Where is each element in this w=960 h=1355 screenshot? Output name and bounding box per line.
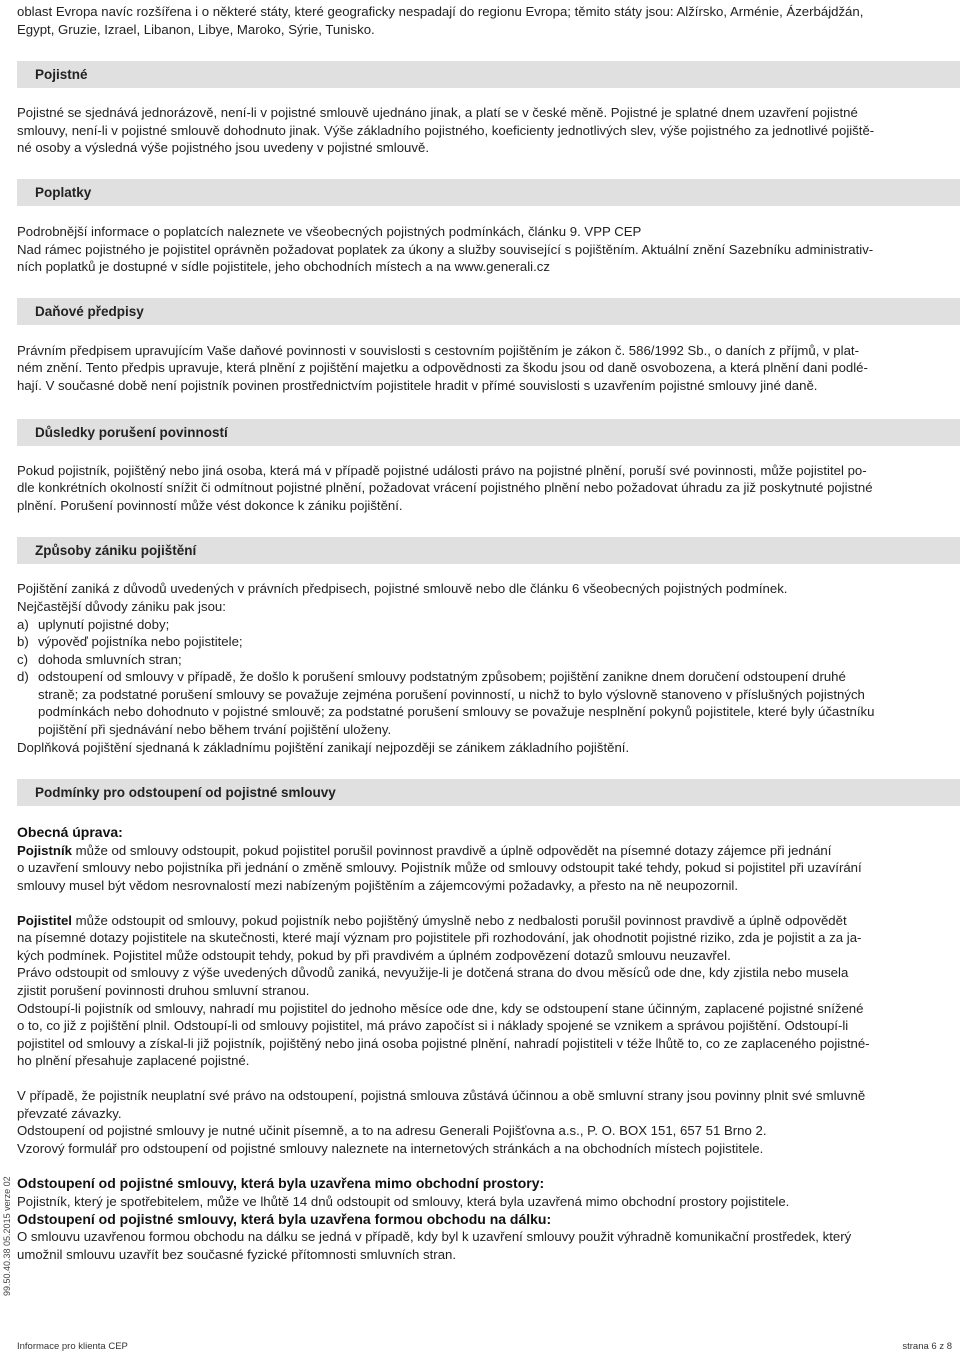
list-item-text: uplynutí pojistné doby; (38, 616, 170, 632)
section-header-poplatky: Poplatky (17, 179, 960, 206)
poplatky-text: Podrobnější informace o poplatcích naleznete ve všeobecných pojistných podmínkách, článku 9. VPP CEP Nad rámec pojistného je pojistitel oprávněn požadovat poplatek za úkony a služby související s pojištěním. Aktuální znění Sazebníku administrativ- ních poplatků je dostupné v sídle pojistitele, jeho obchodních místech a na www.generali.cz (17, 223, 874, 275)
zanik-intro: Pojištění zaniká z důvodů uvedených v právních předpisech, pojistné smlouvě nebo dle článku 6 všeobecných pojistných podmínek. Nejčastější důvody zániku pak jsou: (17, 581, 788, 614)
page-number: strana 6 z 8 (902, 1341, 952, 1352)
list-marker: d) (17, 669, 29, 685)
list-marker: a) (17, 616, 29, 632)
section-header-odstoupeni: Podmínky pro odstoupení od pojistné smlouvy (17, 779, 960, 806)
section-header-dusledky: Důsledky porušení povinností (17, 419, 960, 446)
list-item (17, 633, 960, 651)
na-dalku-text: O smlouvu uzavřenou formou obchodu na dálku se jedná v případě, kdy byl k uzavření smlouvy použit výhradně komunikační prostředek, který umožnil smlouvu uzavřít bez současné fyzické přítomnosti smluvních stran. (17, 1229, 852, 1262)
pojistnik-text: může od smlouvy odstoupit, pokud pojistitel porušil povinnost pravdivě a úplně odpovědět na písemné dotazy zájemce při jednání o uzavření smlouvy nebo pojistníka při jednání o změně smlouvy. Pojistník může od smlouvy odstoupit také tehdy, pokud si pojistitel při uzavírání smlouvy musel být vědom nesrovnalostí mezi nabízeným pojištěním a zájemcovými požadavky, a přesto na ně neupozornil. (17, 842, 862, 894)
neuplatni-paragraph: V případě, že pojistník neuplatní své právo na odstoupení, pojistná smlouva zůstává účinnou a obě smluvní strany jsou povinny plnit své smluvně převzaté závazky. Odstoupení od pojistné smlouvy je nutné učinit písemně, a to na adresu Generali Pojišťovna a.s., P. O. BOX 151, 657 51 Brno 2. Vzorový formulář pro odstoupení od pojistné smlouvy naleznete na internetových stránkách a na obchodních místech pojistitele. (17, 1087, 866, 1156)
section-header-zanik: Způsoby zániku pojištění (17, 537, 960, 564)
list-marker: b) (17, 634, 29, 650)
zanik-list (17, 616, 960, 739)
pojistne-text: Pojistné se sjednává jednorázově, není-li v pojistné smlouvě ujednáno jinak, a platí se v české měně. Pojistné je splatné dnem uzavření pojistné smlouvy, není-li v pojistné smlouvě dohodnuto jinak. Výše základního pojistného, koeficienty jednotlivých slev, výše pojistného za jednotlivé pojiště- né osoby a výsledná výše pojistného jsou uvedeny v pojistné smlouvě. (17, 105, 875, 156)
dusledky-text: Pokud pojistník, pojištěný nebo jiná osoba, která má v případě pojistné události právo na pojistné plnění, poruší své povinnosti, může pojistitel po- dle konkrétních okolností snížit či odmítnout pojistné plnění, požadovat vrácení pojistného plnění nebo požadovat úhradu za již poskytnuté pojistné plnění. Porušení povinností může vést dokonce k zániku pojištění. (17, 462, 873, 513)
document-page (17, 0, 960, 1263)
pojistitel-text: může odstoupit od smlouvy, pokud pojistník nebo pojištěný úmyslně nebo z nedbalosti porušil povinnost pravdivě a úplně odpovědět na písemné dotazy pojistitele na skutečnosti, které mají význam pro pojistitele při rozhodování, jak ohodnotit pojistné riziko, zda je pojistit a za ja- kých podmínek. Pojistitel může odstoupit tehdy, pokud by při pravdivém a úplném zodpovězení dotazů smlouvu neuzavřel. Právo odstoupit od smlouvy z výše uvedených důvodů zaniká, nevyužije-li je dotčená strana do dvou měsíců ode dne, kdy zjistila nebo musela zjistit porušení povinnosti druhou smluvní stranou. Odstoupí-li pojistník od smlouvy, nahradí mu pojistitel do jednoho měsíce ode dne, kdy se odstoupení stane účinným, zaplacené pojistné snížené o to, co již z pojištění plnil. Odstoupí-li od smlouvy pojistitel, má právo započíst si i náklady spojené se vznikem a správou pojištění. Odstoupí-li pojistitel od smlouvy a získal-li již pojistník, pojištěný nebo jiná osoba pojistné plnění, nahradí pojistiteli v téže lhůtě to, co ze zaplaceného pojistné- ho plnění přesahuje zaplacené pojistné. (17, 912, 870, 1069)
mimo-prostory-text: Pojistník, který je spotřebitelem, může ve lhůtě 14 dnů odstoupit od smlouvy, která byla uzavřená mimo obchodní prostory pojistitele. (17, 1193, 790, 1209)
list-item-text: výpověď pojistníka nebo pojistitele; (38, 634, 243, 650)
list-item-text: odstoupení od smlouvy v případě, že došlo k porušení smlouvy podstatným způsobem; pojištění zanikne dnem doručení odstoupení druhé straně; za podstatné porušení smlouvy se považuje zejména porušení povinností, u nichž to bylo výslovně stanoveno v příslušných pojistných podmínkách nebo dohodnuto v pojistné smlouvě; za podstatné porušení smlouvy se považuje nesplnění pokynů pojistitele, které byly účastníku pojištění při sjednávání nebo během trvání pojištění uloženy. (38, 669, 875, 738)
pojistnik-paragraph (17, 842, 960, 895)
list-item (17, 668, 960, 738)
list-item-text: dohoda smluvních stran; (38, 651, 182, 667)
zanik-outro: Doplňková pojištění sjednaná k základnímu pojištění zanikají nejpozději se zánikem základního pojištění. (17, 739, 630, 755)
document-code: 99.50.40.38 05.2015 verze 02 (2, 1176, 12, 1296)
na-dalku-heading: Odstoupení od pojistné smlouvy, která byla uzavřena formou obchodu na dálku: (17, 1210, 552, 1227)
section-header-pojistne: Pojistné (17, 61, 960, 88)
pojistnik-label: Pojistník (17, 842, 72, 858)
danove-text: Právním předpisem upravujícím Vaše daňové povinnosti v souvislosti s cestovním pojištěním je zákon č. 586/1992 Sb., o daních z příjmů, v plat- ném znění. Tento předpis upravuje, která plnění z pojištění majetku a odpovědnosti za škodu jsou od daně osvobozena, a která plnění dani podlé- hají. V současné době není pojistník povinen prostřednictvím pojistitele hradit v přímé souvislosti s uzavřením pojistné smlouvy jiné daně. (17, 342, 868, 393)
list-marker: c) (17, 651, 28, 667)
list-item (17, 651, 960, 669)
section-header-danove: Daňové předpisy (17, 298, 960, 325)
pojistitel-paragraph (17, 912, 960, 1070)
pojistitel-label: Pojistitel (17, 912, 72, 928)
obecna-uprava-heading: Obecná úprava: (17, 824, 123, 841)
intro-continuation: oblast Evropa navíc rozšířena i o některé státy, které geograficky nespadají do regionu Evropa; těmito státy jsou: Alžírsko, Arménie, Ázerbájdžán, Egypt, Gruzie, Izrael, Libanon, Libye, Maroko, Sýrie, Tunisko. (17, 4, 864, 37)
footer-title: Informace pro klienta CEP (17, 1341, 128, 1352)
mimo-prostory-heading: Odstoupení od pojistné smlouvy, která byla uzavřena mimo obchodní prostory: (17, 1175, 545, 1192)
list-item (17, 616, 960, 634)
